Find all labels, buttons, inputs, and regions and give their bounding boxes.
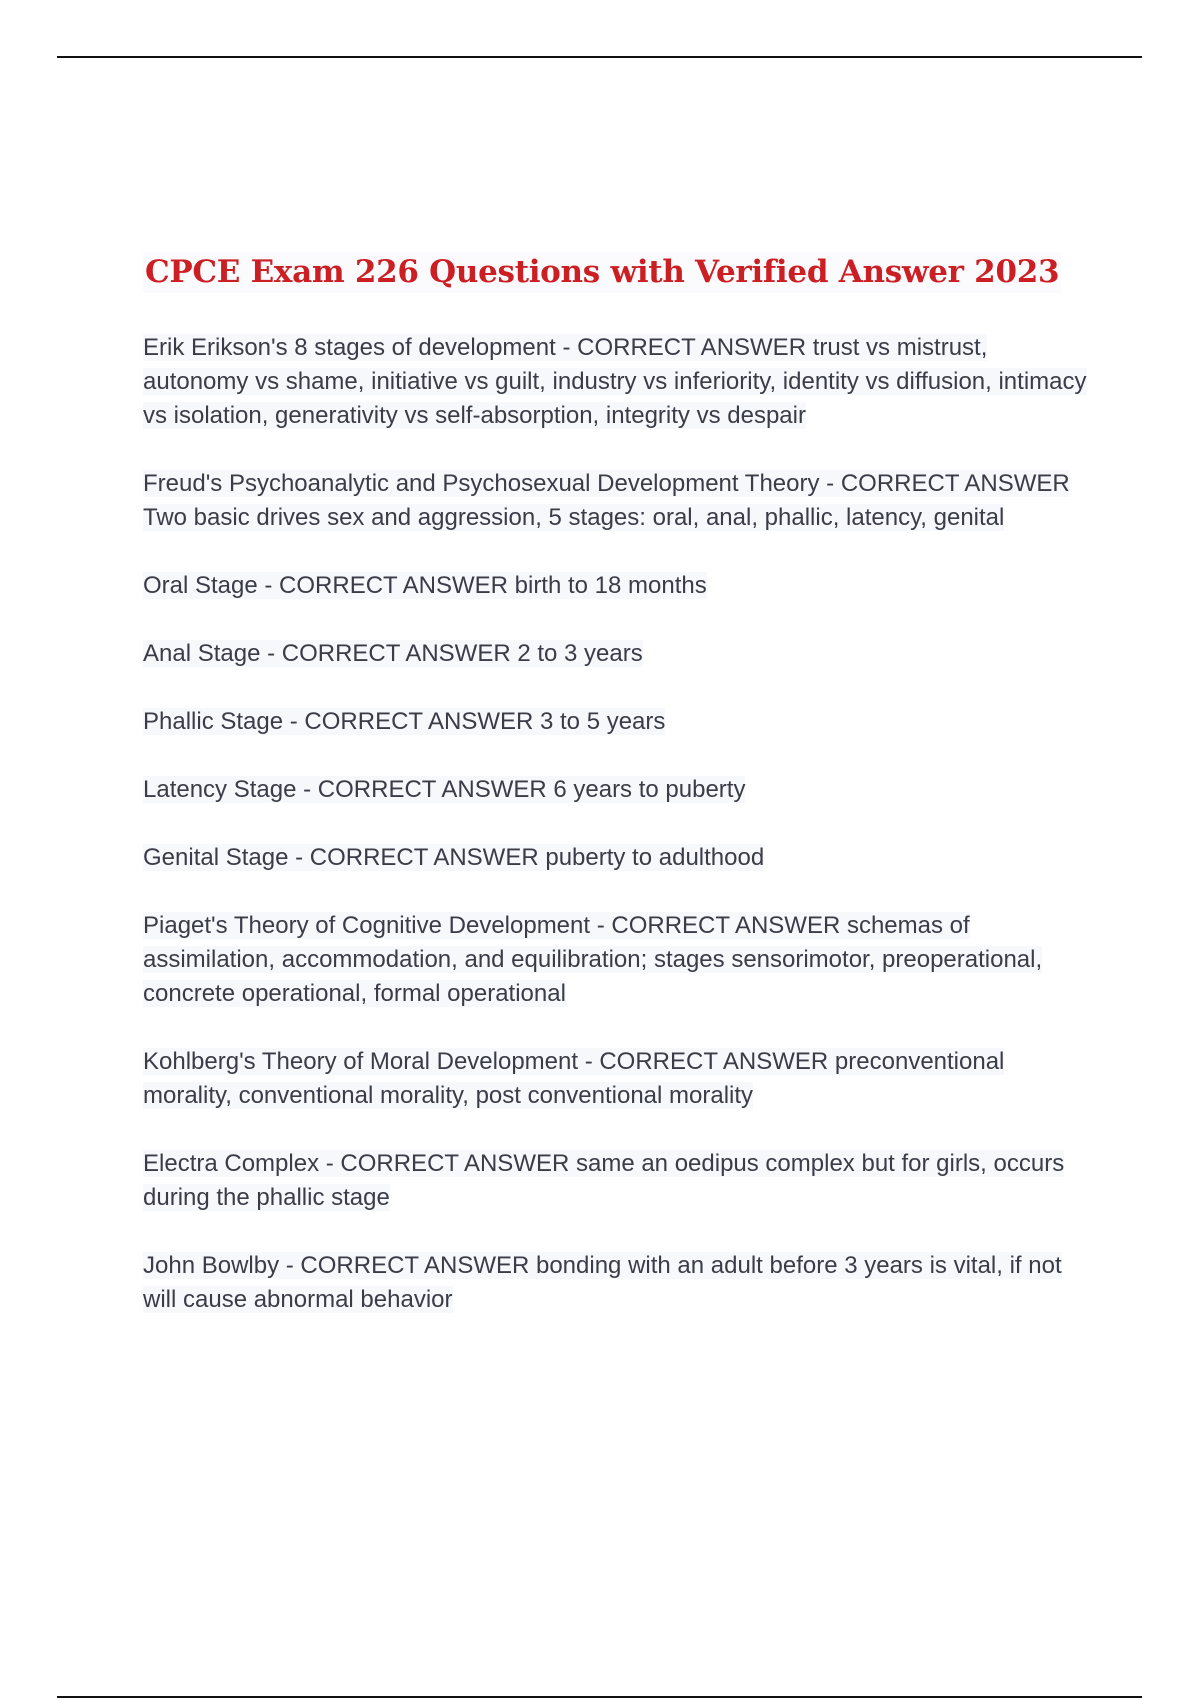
qa-text: Phallic Stage - CORRECT ANSWER 3 to 5 years [143,708,666,736]
qa-text: Kohlberg's Theory of Moral Development - CORRECT ANSWER preconventional morality, conventional morality, post conventional morality [143,1048,1005,1110]
qa-item-phallic-stage [143,705,1088,739]
document-body [143,252,1088,1351]
qa-item-kohlberg [143,1045,1088,1113]
qa-item-anal-stage [143,637,1088,671]
qa-text: Piaget's Theory of Cognitive Development - CORRECT ANSWER schemas of assimilation, accommodation, and equilibration; stages sensorimotor, preoperational, concrete operational, formal operational [143,912,1043,1008]
qa-item-freud [143,467,1088,535]
top-rule [57,56,1142,58]
qa-item-piaget [143,909,1088,1011]
qa-item-latency-stage [143,773,1088,807]
bottom-rule [57,1696,1142,1698]
qa-item-bowlby [143,1249,1088,1317]
qa-item-oral-stage [143,569,1088,603]
qa-text: Anal Stage - CORRECT ANSWER 2 to 3 years [143,640,643,668]
qa-list [143,331,1088,1317]
qa-item-erikson [143,331,1088,433]
qa-text: Genital Stage - CORRECT ANSWER puberty to adulthood [143,844,765,872]
qa-text: Electra Complex - CORRECT ANSWER same an oedipus complex but for girls, occurs during the phallic stage [143,1150,1065,1212]
qa-text: Latency Stage - CORRECT ANSWER 6 years to puberty [143,776,746,804]
document-title: CPCE Exam 226 Questions with Verified Answer 2023 [143,252,1061,293]
qa-text: Freud's Psychoanalytic and Psychosexual Development Theory - CORRECT ANSWER Two basic drives sex and aggression, 5 stages: oral, anal, phallic, latency, genital [143,470,1070,532]
qa-item-genital-stage [143,841,1088,875]
qa-text: Erik Erikson's 8 stages of development - CORRECT ANSWER trust vs mistrust, autonomy vs shame, initiative vs guilt, industry vs inferiority, identity vs diffusion, intimacy vs isolation, generativity vs self-absorption, integrity vs despair [143,334,1087,430]
qa-item-electra-complex [143,1147,1088,1215]
qa-text: Oral Stage - CORRECT ANSWER birth to 18 months [143,572,707,600]
qa-text: John Bowlby - CORRECT ANSWER bonding with an adult before 3 years is vital, if not will cause abnormal behavior [143,1252,1062,1314]
